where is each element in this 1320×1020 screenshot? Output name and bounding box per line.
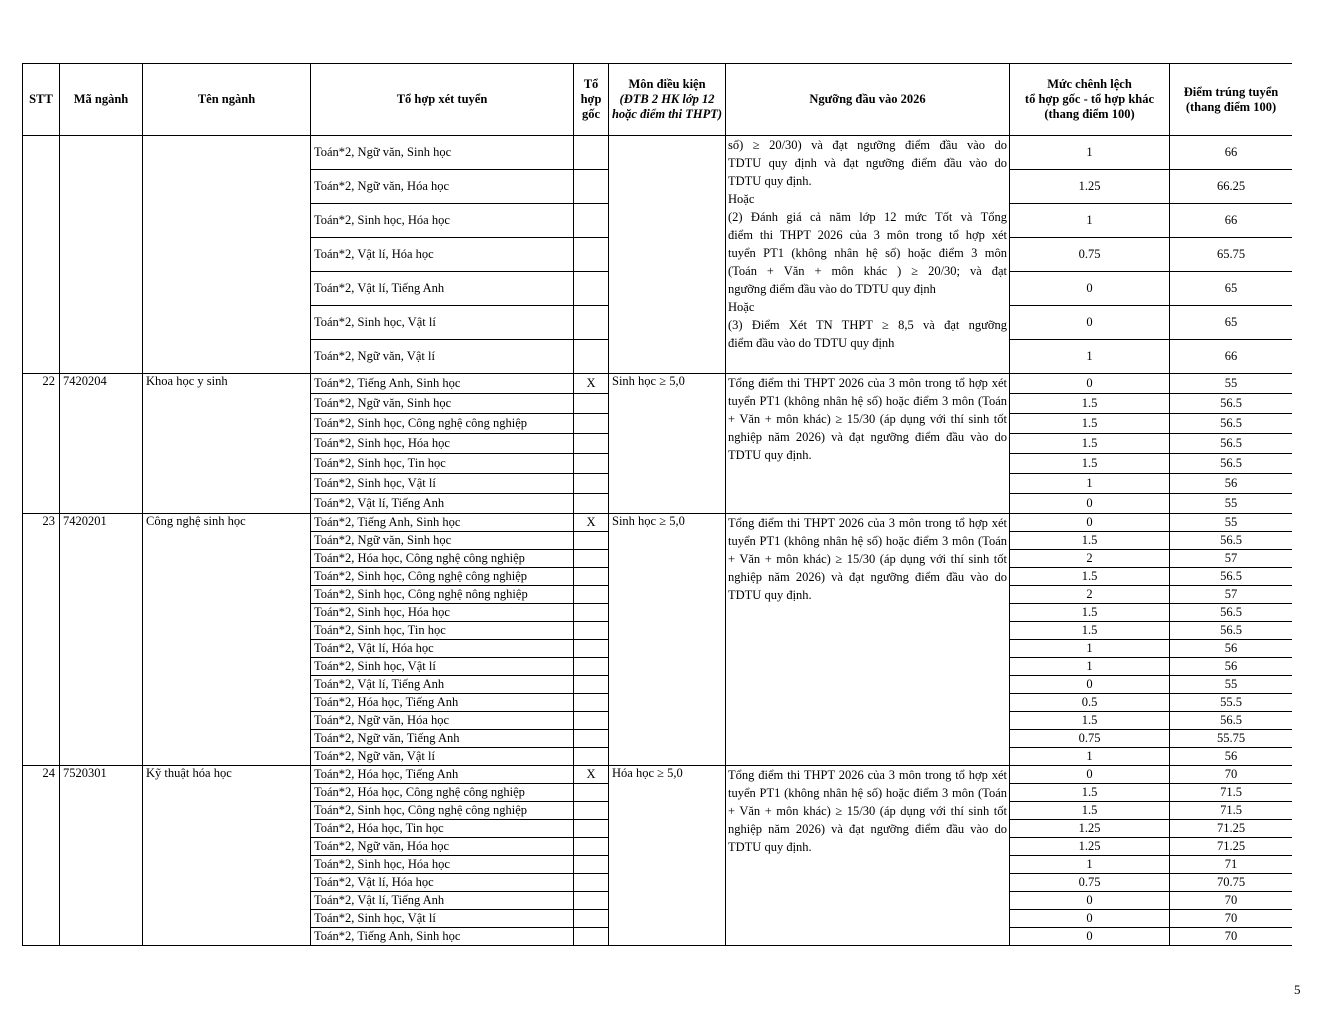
admission-score-cell: 66	[1170, 136, 1293, 170]
admission-score-cell: 55	[1170, 374, 1293, 394]
combination-cell: Toán*2, Hóa học, Công nghệ công nghiệp	[311, 784, 574, 802]
difference-cell: 1	[1010, 204, 1170, 238]
original-marker-cell: X	[574, 374, 609, 394]
admission-score-cell: 56.5	[1170, 532, 1293, 550]
header-admission-score	[1170, 64, 1293, 136]
threshold-cell: Tổng điểm thi THPT 2026 của 3 môn trong tổ hợp xét tuyển PT1 (không nhân hệ số) hoặc điểm 3 môn (Toán + Văn + môn khác) ≥ 15/30 (áp dụng với thí sinh tốt nghiệp năm 2026) và đạt ngưỡng điểm đầu vào do TDTU quy định.	[726, 514, 1010, 766]
admission-score-cell: 57	[1170, 550, 1293, 568]
header-combination: Tổ hợp xét tuyển	[311, 64, 574, 136]
original-marker-cell	[574, 272, 609, 306]
combination-cell: Toán*2, Vật lí, Hóa học	[311, 640, 574, 658]
admissions-table-container	[22, 63, 1292, 962]
difference-cell: 0.75	[1010, 238, 1170, 272]
threshold-line: Hoặc	[728, 300, 755, 314]
admission-score-cell: 65	[1170, 306, 1293, 340]
combination-cell: Toán*2, Hóa học, Công nghệ công nghiệp	[311, 550, 574, 568]
header-score-line2: (thang điểm 100)	[1185, 99, 1277, 114]
admission-score-cell: 56.5	[1170, 414, 1293, 434]
header-major-name: Tên ngành	[143, 64, 311, 136]
admission-score-cell: 56	[1170, 748, 1293, 766]
threshold-line: TDTU quy định.	[728, 174, 812, 188]
combination-cell: Toán*2, Ngữ văn, Hóa học	[311, 170, 574, 204]
original-marker-cell: X	[574, 514, 609, 532]
admission-score-cell: 70	[1170, 910, 1293, 928]
admission-score-cell: 65.75	[1170, 238, 1293, 272]
admission-score-cell: 70	[1170, 766, 1293, 784]
combination-cell: Toán*2, Sinh học, Vật lí	[311, 658, 574, 676]
header-condition-line2: (ĐTB 2 HK lớp 12 hoặc điểm thi THPT)	[611, 92, 723, 121]
table-row	[23, 514, 1293, 532]
combination-cell: Toán*2, Sinh học, Hóa học	[311, 434, 574, 454]
original-marker-cell: X	[574, 766, 609, 784]
difference-cell: 1.5	[1010, 784, 1170, 802]
combination-cell: Toán*2, Sinh học, Công nghệ công nghiệp	[311, 568, 574, 586]
difference-cell: 1.5	[1010, 414, 1170, 434]
original-marker-cell	[574, 856, 609, 874]
difference-cell: 1.5	[1010, 622, 1170, 640]
difference-cell: 2	[1010, 550, 1170, 568]
threshold-line: Hoặc	[728, 192, 755, 206]
difference-cell: 0	[1010, 676, 1170, 694]
combination-cell: Toán*2, Vật lí, Tiếng Anh	[311, 676, 574, 694]
combination-cell: Toán*2, Ngữ văn, Sinh học	[311, 532, 574, 550]
combination-cell: Toán*2, Sinh học, Vật lí	[311, 306, 574, 340]
admission-score-cell: 55	[1170, 676, 1293, 694]
combination-cell: Toán*2, Ngữ văn, Vật lí	[311, 340, 574, 374]
combination-cell: Toán*2, Sinh học, Hóa học	[311, 856, 574, 874]
difference-cell: 1.25	[1010, 838, 1170, 856]
difference-cell: 0	[1010, 494, 1170, 514]
combination-cell: Toán*2, Sinh học, Tin học	[311, 454, 574, 474]
admission-score-cell: 56	[1170, 658, 1293, 676]
header-difference	[1010, 64, 1170, 136]
difference-cell: 0	[1010, 910, 1170, 928]
admission-score-cell: 71.5	[1170, 784, 1293, 802]
original-marker-cell	[574, 892, 609, 910]
original-marker-cell	[574, 306, 609, 340]
continued-ten-cell	[143, 136, 311, 374]
original-marker-cell	[574, 550, 609, 568]
admission-score-cell: 65	[1170, 272, 1293, 306]
admission-score-cell: 56.5	[1170, 712, 1293, 730]
difference-cell: 1.5	[1010, 802, 1170, 820]
difference-cell: 0	[1010, 374, 1170, 394]
combination-cell: Toán*2, Vật lí, Hóa học	[311, 874, 574, 892]
continued-threshold-cell	[726, 136, 1010, 374]
major-name-cell: Công nghệ sinh học	[143, 514, 311, 766]
original-marker-cell	[574, 622, 609, 640]
original-marker-cell	[574, 586, 609, 604]
table-row	[23, 766, 1293, 784]
admission-score-cell: 56.5	[1170, 622, 1293, 640]
header-condition-subject	[609, 64, 726, 136]
combination-cell: Toán*2, Ngữ văn, Hóa học	[311, 712, 574, 730]
admission-score-cell: 70.75	[1170, 874, 1293, 892]
difference-cell: 1.5	[1010, 394, 1170, 414]
original-marker-cell	[574, 474, 609, 494]
original-marker-cell	[574, 802, 609, 820]
table-row	[23, 136, 1293, 170]
difference-cell: 0	[1010, 306, 1170, 340]
difference-cell: 1.5	[1010, 568, 1170, 586]
combination-cell: Toán*2, Sinh học, Vật lí	[311, 910, 574, 928]
difference-cell: 0.5	[1010, 694, 1170, 712]
header-difference-line2: tổ hợp gốc - tổ hợp khác	[1024, 92, 1155, 106]
original-marker-cell	[574, 838, 609, 856]
admission-score-cell: 71	[1170, 856, 1293, 874]
admission-score-cell: 55.5	[1170, 694, 1293, 712]
original-marker-cell	[574, 494, 609, 514]
combination-cell: Toán*2, Hóa học, Tiếng Anh	[311, 766, 574, 784]
combination-cell: Toán*2, Sinh học, Công nghệ công nghiệp	[311, 414, 574, 434]
original-marker-cell	[574, 604, 609, 622]
admission-score-cell: 71.25	[1170, 838, 1293, 856]
threshold-cell: Tổng điểm thi THPT 2026 của 3 môn trong tổ hợp xét tuyển PT1 (không nhân hệ số) hoặc điểm 3 môn (Toán + Văn + môn khác) ≥ 15/30 (áp dụng với thí sinh tốt nghiệp năm 2026) và đạt ngưỡng điểm đầu vào do TDTU quy định.	[726, 374, 1010, 514]
admission-score-cell: 55	[1170, 514, 1293, 532]
header-stt: STT	[23, 64, 60, 136]
original-marker-cell	[574, 874, 609, 892]
stt-cell: 23	[23, 514, 60, 766]
difference-cell: 1	[1010, 640, 1170, 658]
difference-cell: 1	[1010, 856, 1170, 874]
difference-cell: 0	[1010, 892, 1170, 910]
difference-cell: 0	[1010, 928, 1170, 946]
threshold-line: TDTU quy định và đạt ngưỡng điểm đầu vào do	[728, 156, 1007, 170]
admission-score-cell: 56.5	[1170, 394, 1293, 414]
condition-subject-cell: Sinh học ≥ 5,0	[609, 514, 726, 766]
admission-score-cell: 56.5	[1170, 434, 1293, 454]
original-marker-cell	[574, 748, 609, 766]
admission-score-cell: 55.75	[1170, 730, 1293, 748]
difference-cell: 1.5	[1010, 434, 1170, 454]
continued-condition-cell	[609, 136, 726, 374]
threshold-cell: Tổng điểm thi THPT 2026 của 3 môn trong tổ hợp xét tuyển PT1 (không nhân hệ số) hoặc điểm 3 môn (Toán + Văn + môn khác) ≥ 15/30 (áp dụng với thí sinh tốt nghiệp năm 2026) và đạt ngưỡng điểm đầu vào do TDTU quy định.	[726, 766, 1010, 946]
original-marker-cell	[574, 340, 609, 374]
admission-score-cell: 56	[1170, 640, 1293, 658]
threshold-line: (Toán + Văn + môn khác ) ≥ 20/30; và đạt	[728, 264, 1007, 278]
combination-cell: Toán*2, Ngữ văn, Vật lí	[311, 748, 574, 766]
original-marker-cell	[574, 820, 609, 838]
difference-cell: 0	[1010, 514, 1170, 532]
threshold-line: ngưỡng điểm đầu vào do TDTU quy định	[728, 282, 936, 296]
combination-cell: Toán*2, Hóa học, Tin học	[311, 820, 574, 838]
admission-score-cell: 57	[1170, 586, 1293, 604]
page-number: 5	[1294, 982, 1301, 997]
continued-stt-cell	[23, 136, 60, 374]
original-marker-cell	[574, 640, 609, 658]
threshold-line: (3) Điểm Xét TN THPT ≥ 8,5 và đạt ngưỡng	[728, 318, 1007, 332]
combination-cell: Toán*2, Tiếng Anh, Sinh học	[311, 928, 574, 946]
admission-score-cell: 56	[1170, 474, 1293, 494]
difference-cell: 0	[1010, 272, 1170, 306]
header-condition-line1: Môn điều kiện	[628, 77, 706, 91]
original-marker-cell	[574, 910, 609, 928]
threshold-line: điểm đầu vào do TDTU quy định	[728, 336, 895, 350]
original-marker-cell	[574, 434, 609, 454]
admissions-table	[22, 63, 1292, 946]
combination-cell: Toán*2, Sinh học, Vật lí	[311, 474, 574, 494]
difference-cell: 1	[1010, 136, 1170, 170]
difference-cell: 1	[1010, 340, 1170, 374]
original-marker-cell	[574, 414, 609, 434]
major-name-cell: Kỹ thuật hóa học	[143, 766, 311, 946]
combination-cell: Toán*2, Ngữ văn, Hóa học	[311, 838, 574, 856]
admission-score-cell: 70	[1170, 892, 1293, 910]
combination-cell: Toán*2, Ngữ văn, Sinh học	[311, 394, 574, 414]
original-marker-cell	[574, 676, 609, 694]
admission-score-cell: 66.25	[1170, 170, 1293, 204]
major-code-cell: 7420204	[60, 374, 143, 514]
original-marker-cell	[574, 658, 609, 676]
admission-score-cell: 71.5	[1170, 802, 1293, 820]
header-original-combination: Tổ hợp gốc	[574, 64, 609, 136]
original-marker-cell	[574, 136, 609, 170]
header-score-line1: Điểm trúng tuyển	[1183, 84, 1279, 99]
combination-cell: Toán*2, Vật lí, Tiếng Anh	[311, 272, 574, 306]
header-threshold: Ngưỡng đầu vào 2026	[726, 64, 1010, 136]
original-marker-cell	[574, 170, 609, 204]
admission-score-cell: 56.5	[1170, 454, 1293, 474]
combination-cell: Toán*2, Sinh học, Công nghệ công nghiệp	[311, 802, 574, 820]
admission-score-cell: 56.5	[1170, 568, 1293, 586]
original-marker-cell	[574, 730, 609, 748]
header-difference-line1: Mức chênh lệch	[1047, 77, 1132, 91]
stt-cell: 24	[23, 766, 60, 946]
combination-cell: Toán*2, Sinh học, Công nghệ nông nghiệp	[311, 586, 574, 604]
combination-cell: Toán*2, Tiếng Anh, Sinh học	[311, 374, 574, 394]
continued-ma-cell	[60, 136, 143, 374]
difference-cell: 1.5	[1010, 712, 1170, 730]
combination-cell: Toán*2, Ngữ văn, Tiếng Anh	[311, 730, 574, 748]
combination-cell: Toán*2, Vật lí, Hóa học	[311, 238, 574, 272]
combination-cell: Toán*2, Tiếng Anh, Sinh học	[311, 514, 574, 532]
difference-cell: 0.75	[1010, 874, 1170, 892]
difference-cell: 1.5	[1010, 604, 1170, 622]
major-code-cell: 7520301	[60, 766, 143, 946]
table-row	[23, 374, 1293, 394]
admission-score-cell: 70	[1170, 928, 1293, 946]
combination-cell: Toán*2, Hóa học, Tiếng Anh	[311, 694, 574, 712]
threshold-line: (2) Đánh giá cả năm lớp 12 mức Tốt và Tổng	[728, 210, 1007, 224]
original-marker-cell	[574, 394, 609, 414]
combination-cell: Toán*2, Ngữ văn, Sinh học	[311, 136, 574, 170]
admission-score-cell: 56.5	[1170, 604, 1293, 622]
original-marker-cell	[574, 712, 609, 730]
difference-cell: 1.5	[1010, 532, 1170, 550]
difference-cell: 1.25	[1010, 170, 1170, 204]
difference-cell: 0	[1010, 766, 1170, 784]
admission-score-cell: 71.25	[1170, 820, 1293, 838]
difference-cell: 1	[1010, 658, 1170, 676]
admission-score-cell: 55	[1170, 494, 1293, 514]
admission-score-cell: 66	[1170, 340, 1293, 374]
condition-subject-cell: Hóa học ≥ 5,0	[609, 766, 726, 946]
original-marker-cell	[574, 204, 609, 238]
difference-cell: 1	[1010, 474, 1170, 494]
threshold-line: tuyển PT1 (không nhân hệ số) hoặc điểm 3 môn	[728, 246, 1007, 260]
major-name-cell: Khoa học y sinh	[143, 374, 311, 514]
header-difference-line3: (thang điểm 100)	[1044, 107, 1135, 121]
difference-cell: 2	[1010, 586, 1170, 604]
original-marker-cell	[574, 454, 609, 474]
admission-score-cell: 66	[1170, 204, 1293, 238]
difference-cell: 1.25	[1010, 820, 1170, 838]
combination-cell: Toán*2, Sinh học, Tin học	[311, 622, 574, 640]
original-marker-cell	[574, 928, 609, 946]
original-marker-cell	[574, 238, 609, 272]
original-marker-cell	[574, 568, 609, 586]
combination-cell: Toán*2, Sinh học, Hóa học	[311, 604, 574, 622]
threshold-line: điểm thi THPT 2026 của 3 môn trong tổ hợp xét	[728, 228, 1007, 242]
header-major-code: Mã ngành	[60, 64, 143, 136]
table-body	[23, 136, 1293, 946]
table-header-row	[23, 64, 1293, 136]
threshold-line: số) ≥ 20/30) và đạt ngưỡng điểm đầu vào do	[728, 138, 1007, 152]
difference-cell: 0.75	[1010, 730, 1170, 748]
original-marker-cell	[574, 784, 609, 802]
original-marker-cell	[574, 694, 609, 712]
combination-cell: Toán*2, Vật lí, Tiếng Anh	[311, 494, 574, 514]
difference-cell: 1.5	[1010, 454, 1170, 474]
condition-subject-cell: Sinh học ≥ 5,0	[609, 374, 726, 514]
stt-cell: 22	[23, 374, 60, 514]
combination-cell: Toán*2, Sinh học, Hóa học	[311, 204, 574, 238]
difference-cell: 1	[1010, 748, 1170, 766]
major-code-cell: 7420201	[60, 514, 143, 766]
original-marker-cell	[574, 532, 609, 550]
combination-cell: Toán*2, Vật lí, Tiếng Anh	[311, 892, 574, 910]
